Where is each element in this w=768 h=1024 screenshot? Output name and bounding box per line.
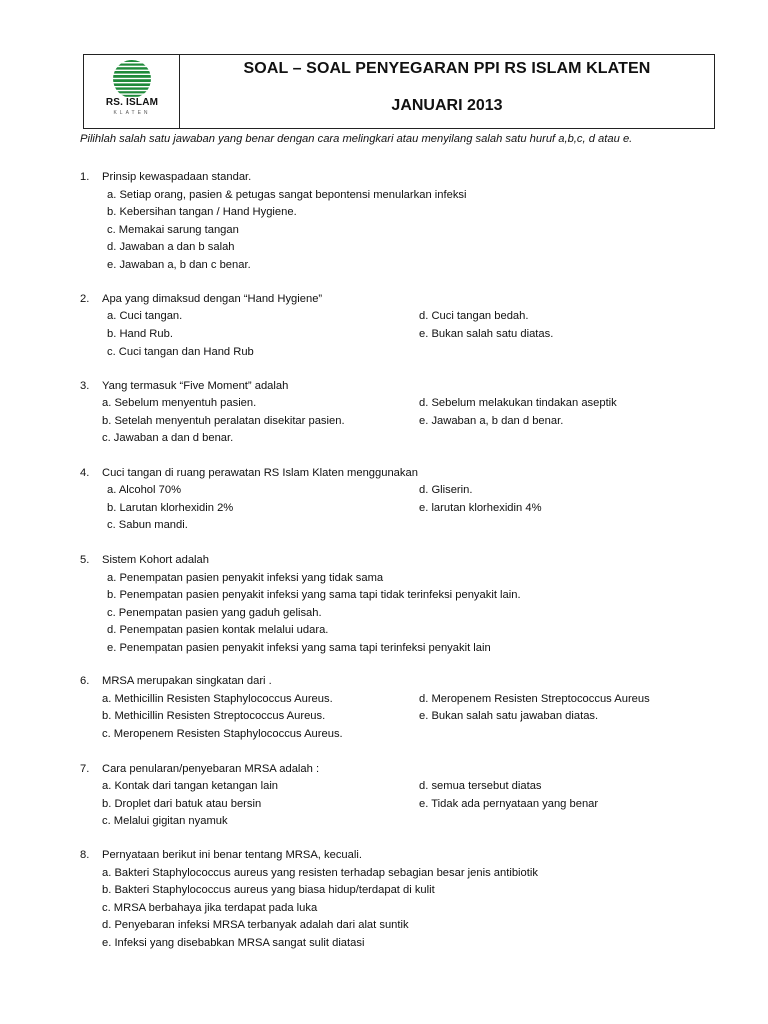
option-b[interactable]: b. Larutan klorhexidin 2% xyxy=(107,502,234,514)
option-d[interactable]: d. Penempatan pasien kontak melalui udara. xyxy=(107,624,329,636)
question-number: 7. xyxy=(80,763,90,775)
option-d[interactable]: d. Meropenem Resisten Streptococcus Aureus xyxy=(419,693,650,705)
hospital-logo-icon xyxy=(103,59,161,99)
question-number: 5. xyxy=(80,554,90,566)
logo-name: RS. ISLAM xyxy=(105,97,159,108)
option-b[interactable]: b. Hand Rub. xyxy=(107,328,173,340)
question-text: Pernyataan berikut ini benar tentang MRSA, kecuali. xyxy=(102,849,362,861)
question-number: 2. xyxy=(80,293,90,305)
page-subtitle: JANUARI 2013 xyxy=(391,97,503,114)
option-d[interactable]: d. Gliserin. xyxy=(419,484,473,496)
question-text: Sistem Kohort adalah xyxy=(102,554,209,566)
option-b[interactable]: b. Bakteri Staphylococcus aureus yang biasa hidup/terdapat di kulit xyxy=(102,884,435,896)
option-d[interactable]: d. semua tersebut diatas xyxy=(419,780,542,792)
option-a[interactable]: a. Bakteri Staphylococcus aureus yang resisten terhadap sebagian besar jenis antibiotik xyxy=(102,867,538,879)
logo-subtitle: KLATEN xyxy=(113,110,151,116)
option-b[interactable]: b. Droplet dari batuk atau bersin xyxy=(102,798,262,810)
option-a[interactable]: a. Sebelum menyentuh pasien. xyxy=(102,397,257,409)
option-c[interactable]: c. Sabun mandi. xyxy=(107,519,188,531)
option-e[interactable]: e. Jawaban a, b dan c benar. xyxy=(107,259,251,271)
question-text: MRSA merupakan singkatan dari . xyxy=(102,675,272,687)
option-a[interactable]: a. Methicillin Resisten Staphylococcus Aureus. xyxy=(102,693,333,705)
option-c[interactable]: c. MRSA berbahaya jika terdapat pada luka xyxy=(102,902,318,914)
option-b[interactable]: b. Penempatan pasien penyakit infeksi yang sama tapi tidak terinfeksi penyakit lain. xyxy=(107,589,521,601)
question-text: Cuci tangan di ruang perawatan RS Islam Klaten menggunakan xyxy=(102,467,418,479)
option-e[interactable]: e. Bukan salah satu jawaban diatas. xyxy=(419,710,599,722)
question-number: 3. xyxy=(80,380,90,392)
option-e[interactable]: e. Penempatan pasien penyakit infeksi yang sama tapi terinfeksi penyakit lain xyxy=(107,642,491,654)
option-d[interactable]: d. Sebelum melakukan tindakan aseptik xyxy=(419,397,617,409)
question-text: Cara penularan/penyebaran MRSA adalah : xyxy=(102,763,320,775)
option-d[interactable]: d. Cuci tangan bedah. xyxy=(419,310,529,322)
option-a[interactable]: a. Cuci tangan. xyxy=(107,310,183,322)
header-box xyxy=(83,54,715,129)
option-b[interactable]: b. Methicillin Resisten Streptococcus Aureus. xyxy=(102,710,326,722)
option-b[interactable]: b. Kebersihan tangan / Hand Hygiene. xyxy=(107,206,297,218)
question-number: 6. xyxy=(80,675,90,687)
option-e[interactable]: e. larutan klorhexidin 4% xyxy=(419,502,542,514)
option-c[interactable]: c. Memakai sarung tangan xyxy=(107,224,239,236)
question-number: 1. xyxy=(80,171,90,183)
option-e[interactable]: e. Tidak ada pernyataan yang benar xyxy=(419,798,599,810)
option-e[interactable]: e. Bukan salah satu diatas. xyxy=(419,328,554,340)
option-c[interactable]: c. Cuci tangan dan Hand Rub xyxy=(107,346,254,358)
option-a[interactable]: a. Penempatan pasien penyakit infeksi yang tidak sama xyxy=(107,572,384,584)
question-number: 4. xyxy=(80,467,90,479)
page-title: SOAL – SOAL PENYEGARAN PPI RS ISLAM KLATEN xyxy=(243,60,651,77)
question-text: Apa yang dimaksud dengan “Hand Hygiene” xyxy=(102,293,323,305)
option-c[interactable]: c. Melalui gigitan nyamuk xyxy=(102,815,228,827)
option-a[interactable]: a. Setiap orang, pasien & petugas sangat bepontensi menularkan infeksi xyxy=(107,189,467,201)
option-a[interactable]: a. Kontak dari tangan ketangan lain xyxy=(102,780,279,792)
logo xyxy=(84,55,180,128)
option-a[interactable]: a. Alcohol 70% xyxy=(107,484,182,496)
question-text: Yang termasuk “Five Moment” adalah xyxy=(102,380,289,392)
option-c[interactable]: c. Penempatan pasien yang gaduh gelisah. xyxy=(107,607,322,619)
option-c[interactable]: c. Jawaban a dan d benar. xyxy=(102,432,234,444)
option-d[interactable]: d. Jawaban a dan b salah xyxy=(107,241,235,253)
option-e[interactable]: e. Jawaban a, b dan d benar. xyxy=(419,415,564,427)
question-text: Prinsip kewaspadaan standar. xyxy=(102,171,252,183)
option-c[interactable]: c. Meropenem Resisten Staphylococcus Aureus. xyxy=(102,728,343,740)
question-number: 8. xyxy=(80,849,90,861)
option-e[interactable]: e. Infeksi yang disebabkan MRSA sangat sulit diatasi xyxy=(102,937,365,949)
option-b[interactable]: b. Setelah menyentuh peralatan disekitar pasien. xyxy=(102,415,345,427)
instruction-text: Pilihlah salah satu jawaban yang benar dengan cara melingkari atau menyilang salah satu huruf a,b,c, d atau e. xyxy=(80,133,633,145)
option-d[interactable]: d. Penyebaran infeksi MRSA terbanyak adalah dari alat suntik xyxy=(102,919,409,931)
